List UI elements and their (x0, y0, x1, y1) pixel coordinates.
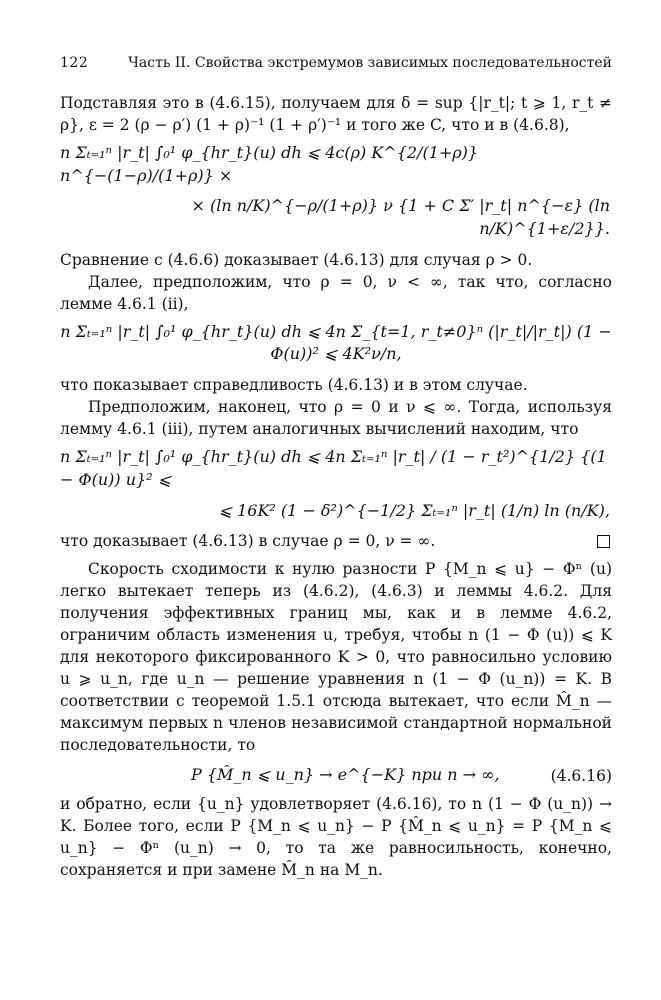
running-header (60, 54, 612, 74)
paragraph-8: и обратно, если {u_n} удовлетворяет (4.6.16), то n (1 − Φ (u_n)) → K. Более того, если P {M_n ⩽ u_n} − P {M̂_n ⩽ u_n} = P {M_n ⩽ u_n} − Φⁿ (u_n) → 0, то та же равносильность, конечно, сохраняется и при замене M̂_n на M_n. (60, 795, 612, 880)
equation-number: (4.6.16) (550, 766, 612, 785)
page-number: 122 (60, 55, 89, 71)
paragraph-4: что показывает справедливость (4.6.13) и в этом случае. (60, 376, 528, 395)
qed-square-icon (597, 535, 610, 548)
paragraph-5: Предположим, наконец, что ρ = 0 и ν ⩽ ∞. Тогда, используя лемму 4.6.1 (iii), путем аналогичных вычислений находим, что (60, 398, 612, 439)
formula-2: n Σₜ₌₁ⁿ |r_t| ∫₀¹ φ_{hr_t}(u) dh ⩽ 4n Σ_{t=1, r_t≠0}ⁿ (|r_t|/|r_t|) (1 − Φ(u))² ⩽ 4K²ν/n, (60, 321, 612, 364)
paragraph-7: Скорость сходимости к нулю разности P {M_n ⩽ u} − Φⁿ (u) легко вытекает теперь из (4.6.2), (4.6.3) и леммы 4.6.2. Для получения эффективных границ мы, как и в лемме 4.6.2, ограничим область изменения u, требуя, чтобы n (1 − Φ (u)) ⩽ K для некоторого фиксированного K > 0, что равносильно условию u ⩾ u_n, где u_n — решение уравнения n (1 − Φ (u_n)) = K. В соответствии с теоремой 1.5.1 отсюда вытекает, что если M̂_n — максимум первых n членов независимой стандартной нормальной последовательности, то (60, 560, 612, 755)
qed-line (60, 530, 612, 552)
paragraph-6: что доказывает (4.6.13) в случае ρ = 0, ν = ∞. (60, 532, 436, 551)
book-page (60, 54, 612, 881)
running-title: Часть II. Свойства экстремумов зависимых последовательностей (128, 55, 612, 71)
formula-1a: n Σₜ₌₁ⁿ |r_t| ∫₀¹ φ_{hr_t}(u) dh ⩽ 4c(ρ) K^{2/(1+ρ)} n^{−(1−ρ)/(1+ρ)} × (60, 142, 479, 185)
paragraph-1: Подставляя это в (4.6.15), получаем для δ = sup {|r_t|; t ⩾ 1, r_t ≠ ρ}, ε = 2 (ρ − ρ′) (1 + ρ)⁻¹ (1 + ρ′)⁻¹ и того же C, что и в (4.6.8), (60, 93, 612, 134)
paragraph-3: Далее, предположим, что ρ = 0, ν < ∞, так что, согласно лемме 4.6.1 (ii), (60, 272, 612, 313)
formula-3a: n Σₜ₌₁ⁿ |r_t| ∫₀¹ φ_{hr_t}(u) dh ⩽ 4n Σₜ₌₁ⁿ |r_t| / (1 − r_t²)^{1/2} {(1 − Φ(u)) u}² ⩽ (60, 447, 607, 489)
equation-4-6-16 (60, 764, 612, 787)
paragraph-2: Сравнение с (4.6.6) доказывает (4.6.13) для случая ρ > 0. (60, 250, 533, 269)
formula-4: P {M̂_n ⩽ u_n} → e^{−K} при n → ∞, (191, 765, 500, 785)
formula-3b: ⩽ 16K² (1 − δ²)^{−1/2} Σₜ₌₁ⁿ |r_t| (1/n) ln (n/K), (218, 500, 610, 520)
formula-1b: × (ln n/K)^{−ρ/(1+ρ)} ν {1 + C Σ′ |r_t| n^{−ε} (ln n/K)^{1+ε/2}}. (191, 196, 610, 239)
